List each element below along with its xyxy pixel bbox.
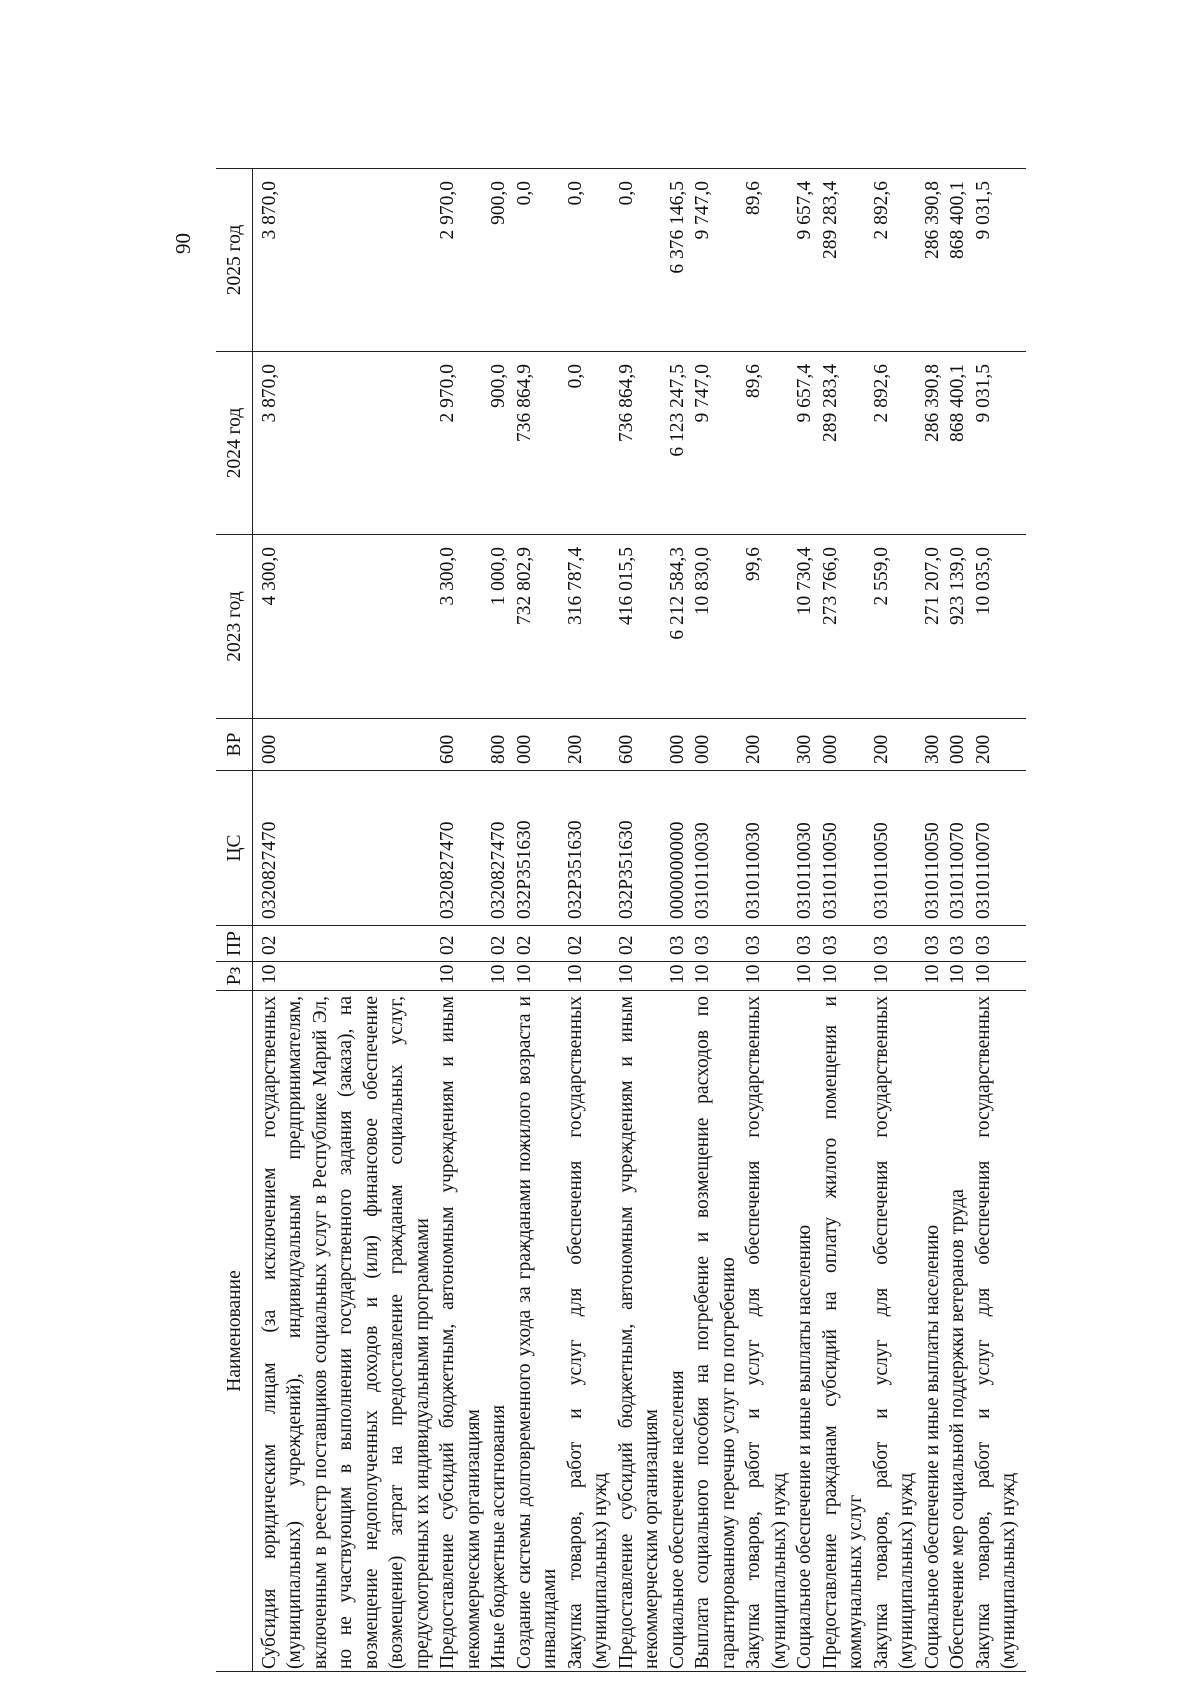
row-value-2023: 99,6 (741, 535, 792, 719)
row-value-2025: 289 283,4 (818, 169, 869, 352)
row-vr: 000 (252, 719, 435, 771)
row-pr: 03 (920, 926, 946, 962)
page-number: 90 (171, 233, 195, 254)
row-value-2025: 0,0 (512, 169, 563, 352)
row-cs: 0310110050 (818, 771, 869, 926)
row-cs: 0310110070 (945, 771, 971, 926)
row-vr: 200 (563, 719, 614, 771)
row-pr: 03 (792, 926, 818, 962)
header-2023: 2023 год (216, 535, 252, 719)
table-row (741, 169, 792, 1672)
row-value-2025: 0,0 (614, 169, 665, 352)
row-value-2023: 923 139,0 (945, 535, 971, 719)
row-name: Выплата социального пособия на погребение и возмещение расходов по гарантированному перечню услуг по погребению (690, 991, 741, 1672)
row-pr: 02 (614, 926, 665, 962)
row-vr: 300 (792, 719, 818, 771)
row-value-2023: 10 730,4 (792, 535, 818, 719)
table-row (614, 169, 665, 1672)
row-rz: 10 (486, 962, 512, 991)
row-value-2024: 286 390,8 (920, 352, 946, 535)
row-value-2025: 9 747,0 (690, 169, 741, 352)
row-name: Предоставление субсидий бюджетным, автономным учреждениям и иным некоммерческим организациям (435, 991, 486, 1672)
row-cs: 032P351630 (563, 771, 614, 926)
row-value-2025: 0,0 (563, 169, 614, 352)
row-cs: 032P351630 (512, 771, 563, 926)
row-value-2024: 736 864,9 (512, 352, 563, 535)
row-cs: 0320827470 (252, 771, 435, 926)
row-name: Социальное обеспечение и иные выплаты населению (920, 991, 946, 1672)
row-pr: 03 (665, 926, 691, 962)
row-cs: 0000000000 (665, 771, 691, 926)
row-value-2023: 2 559,0 (869, 535, 920, 719)
row-cs: 0310110030 (690, 771, 741, 926)
row-value-2024: 868 400,1 (945, 352, 971, 535)
header-name: Наименование (216, 991, 252, 1672)
table-row (512, 169, 563, 1672)
row-name: Создание системы долговременного ухода за гражданами пожилого возраста и инвалидами (512, 991, 563, 1672)
row-vr: 600 (435, 719, 486, 771)
row-value-2023: 316 787,4 (563, 535, 614, 719)
row-value-2024: 9 747,0 (690, 352, 741, 535)
row-vr: 600 (614, 719, 665, 771)
table-row (435, 169, 486, 1672)
row-name: Иные бюджетные ассигнования (486, 991, 512, 1672)
row-value-2024: 289 283,4 (818, 352, 869, 535)
row-rz: 10 (920, 962, 946, 991)
row-value-2025: 3 870,0 (252, 169, 435, 352)
row-value-2024: 6 123 247,5 (665, 352, 691, 535)
row-rz: 10 (792, 962, 818, 991)
table-body (252, 169, 1026, 1672)
row-value-2024: 900,0 (486, 352, 512, 535)
row-name: Закупка товаров, работ и услуг для обеспечения государственных (муниципальных) нужд (741, 991, 792, 1672)
row-vr: 200 (741, 719, 792, 771)
row-vr: 000 (945, 719, 971, 771)
row-name: Субсидия юридическим лицам (за исключением государственных (муниципальных) учреждений), индивидуальным предпринимателям, включенным в реестр поставщиков социальных услуг в Республике Марий Эл, но не участвующим в выполнении государственного задания (заказа), на возмещение недополученных доходов и (или) финансовое обеспечение (возмещение) затрат на предоставление гражданам социальных услуг, предусмотренных их индивидуальными программами (252, 991, 435, 1672)
row-name: Закупка товаров, работ и услуг для обеспечения государственных (муниципальных) нужд (563, 991, 614, 1672)
row-cs: 0310110030 (792, 771, 818, 926)
row-vr: 000 (818, 719, 869, 771)
row-rz: 10 (665, 962, 691, 991)
table-row (690, 169, 741, 1672)
row-rz: 10 (690, 962, 741, 991)
table-row (563, 169, 614, 1672)
row-value-2025: 900,0 (486, 169, 512, 352)
row-pr: 02 (512, 926, 563, 962)
row-value-2023: 3 300,0 (435, 535, 486, 719)
row-value-2025: 9 657,4 (792, 169, 818, 352)
row-value-2023: 10 830,0 (690, 535, 741, 719)
row-pr: 03 (690, 926, 741, 962)
row-name: Закупка товаров, работ и услуг для обеспечения государственных (муниципальных) нужд (971, 991, 1026, 1672)
row-value-2023: 6 212 584,3 (665, 535, 691, 719)
row-cs: 0310110030 (741, 771, 792, 926)
row-value-2025: 6 376 146,5 (665, 169, 691, 352)
row-rz: 10 (252, 962, 435, 991)
row-value-2024: 89,6 (741, 352, 792, 535)
row-rz: 10 (614, 962, 665, 991)
row-vr: 000 (690, 719, 741, 771)
table-row (818, 169, 869, 1672)
row-value-2025: 2 892,6 (869, 169, 920, 352)
row-vr: 000 (512, 719, 563, 771)
row-value-2023: 416 015,5 (614, 535, 665, 719)
row-name: Социальное обеспечение и иные выплаты населению (792, 991, 818, 1672)
row-pr: 03 (818, 926, 869, 962)
row-pr: 03 (741, 926, 792, 962)
row-name: Социальное обеспечение населения (665, 991, 691, 1672)
row-cs: 0310110070 (971, 771, 1026, 926)
header-vr: ВР (216, 719, 252, 771)
row-vr: 300 (920, 719, 946, 771)
row-value-2023: 4 300,0 (252, 535, 435, 719)
row-rz: 10 (818, 962, 869, 991)
row-value-2024: 9 657,4 (792, 352, 818, 535)
table-row (792, 169, 818, 1672)
row-pr: 03 (945, 926, 971, 962)
row-value-2023: 271 207,0 (920, 535, 946, 719)
row-pr: 02 (252, 926, 435, 962)
row-value-2025: 9 031,5 (971, 169, 1026, 352)
row-cs: 0310110050 (920, 771, 946, 926)
table-row (971, 169, 1026, 1672)
table-row (920, 169, 946, 1672)
header-cs: ЦС (216, 771, 252, 926)
row-rz: 10 (512, 962, 563, 991)
row-vr: 800 (486, 719, 512, 771)
header-2024: 2024 год (216, 352, 252, 535)
row-rz: 10 (563, 962, 614, 991)
row-name: Предоставление гражданам субсидий на оплату жилого помещения и коммунальных услуг (818, 991, 869, 1672)
row-value-2024: 0,0 (563, 352, 614, 535)
table-row (486, 169, 512, 1672)
row-pr: 03 (869, 926, 920, 962)
header-2025: 2025 год (216, 169, 252, 352)
row-cs: 032P351630 (614, 771, 665, 926)
row-cs: 0320827470 (486, 771, 512, 926)
header-pr: ПР (216, 926, 252, 962)
row-value-2023: 273 766,0 (818, 535, 869, 719)
row-value-2023: 10 035,0 (971, 535, 1026, 719)
table-row (945, 169, 971, 1672)
row-pr: 03 (971, 926, 1026, 962)
row-value-2025: 89,6 (741, 169, 792, 352)
row-value-2024: 2 970,0 (435, 352, 486, 535)
row-pr: 02 (486, 926, 512, 962)
row-name: Обеспечение мер социальной поддержки ветеранов труда (945, 991, 971, 1672)
row-name: Закупка товаров, работ и услуг для обеспечения государственных (муниципальных) нужд (869, 991, 920, 1672)
row-value-2025: 2 970,0 (435, 169, 486, 352)
budget-table (216, 168, 1026, 1672)
row-rz: 10 (945, 962, 971, 991)
row-value-2024: 3 870,0 (252, 352, 435, 535)
row-value-2023: 732 802,9 (512, 535, 563, 719)
row-value-2024: 736 864,9 (614, 352, 665, 535)
row-value-2023: 1 000,0 (486, 535, 512, 719)
row-vr: 000 (665, 719, 691, 771)
table-row (665, 169, 691, 1672)
row-rz: 10 (869, 962, 920, 991)
row-cs: 0310110050 (869, 771, 920, 926)
row-vr: 200 (971, 719, 1026, 771)
row-value-2024: 9 031,5 (971, 352, 1026, 535)
row-rz: 10 (971, 962, 1026, 991)
row-rz: 10 (741, 962, 792, 991)
row-value-2025: 286 390,8 (920, 169, 946, 352)
row-value-2025: 868 400,1 (945, 169, 971, 352)
row-pr: 02 (435, 926, 486, 962)
table-header-row (216, 169, 252, 1672)
row-rz: 10 (435, 962, 486, 991)
header-rz: Рз (216, 962, 252, 991)
row-pr: 02 (563, 926, 614, 962)
rotated-content (170, 162, 1170, 1672)
row-cs: 0320827470 (435, 771, 486, 926)
table-row (869, 169, 920, 1672)
row-vr: 200 (869, 719, 920, 771)
row-value-2024: 2 892,6 (869, 352, 920, 535)
row-name: Предоставление субсидий бюджетным, автономным учреждениям и иным некоммерческим организациям (614, 991, 665, 1672)
table-row (252, 169, 435, 1672)
